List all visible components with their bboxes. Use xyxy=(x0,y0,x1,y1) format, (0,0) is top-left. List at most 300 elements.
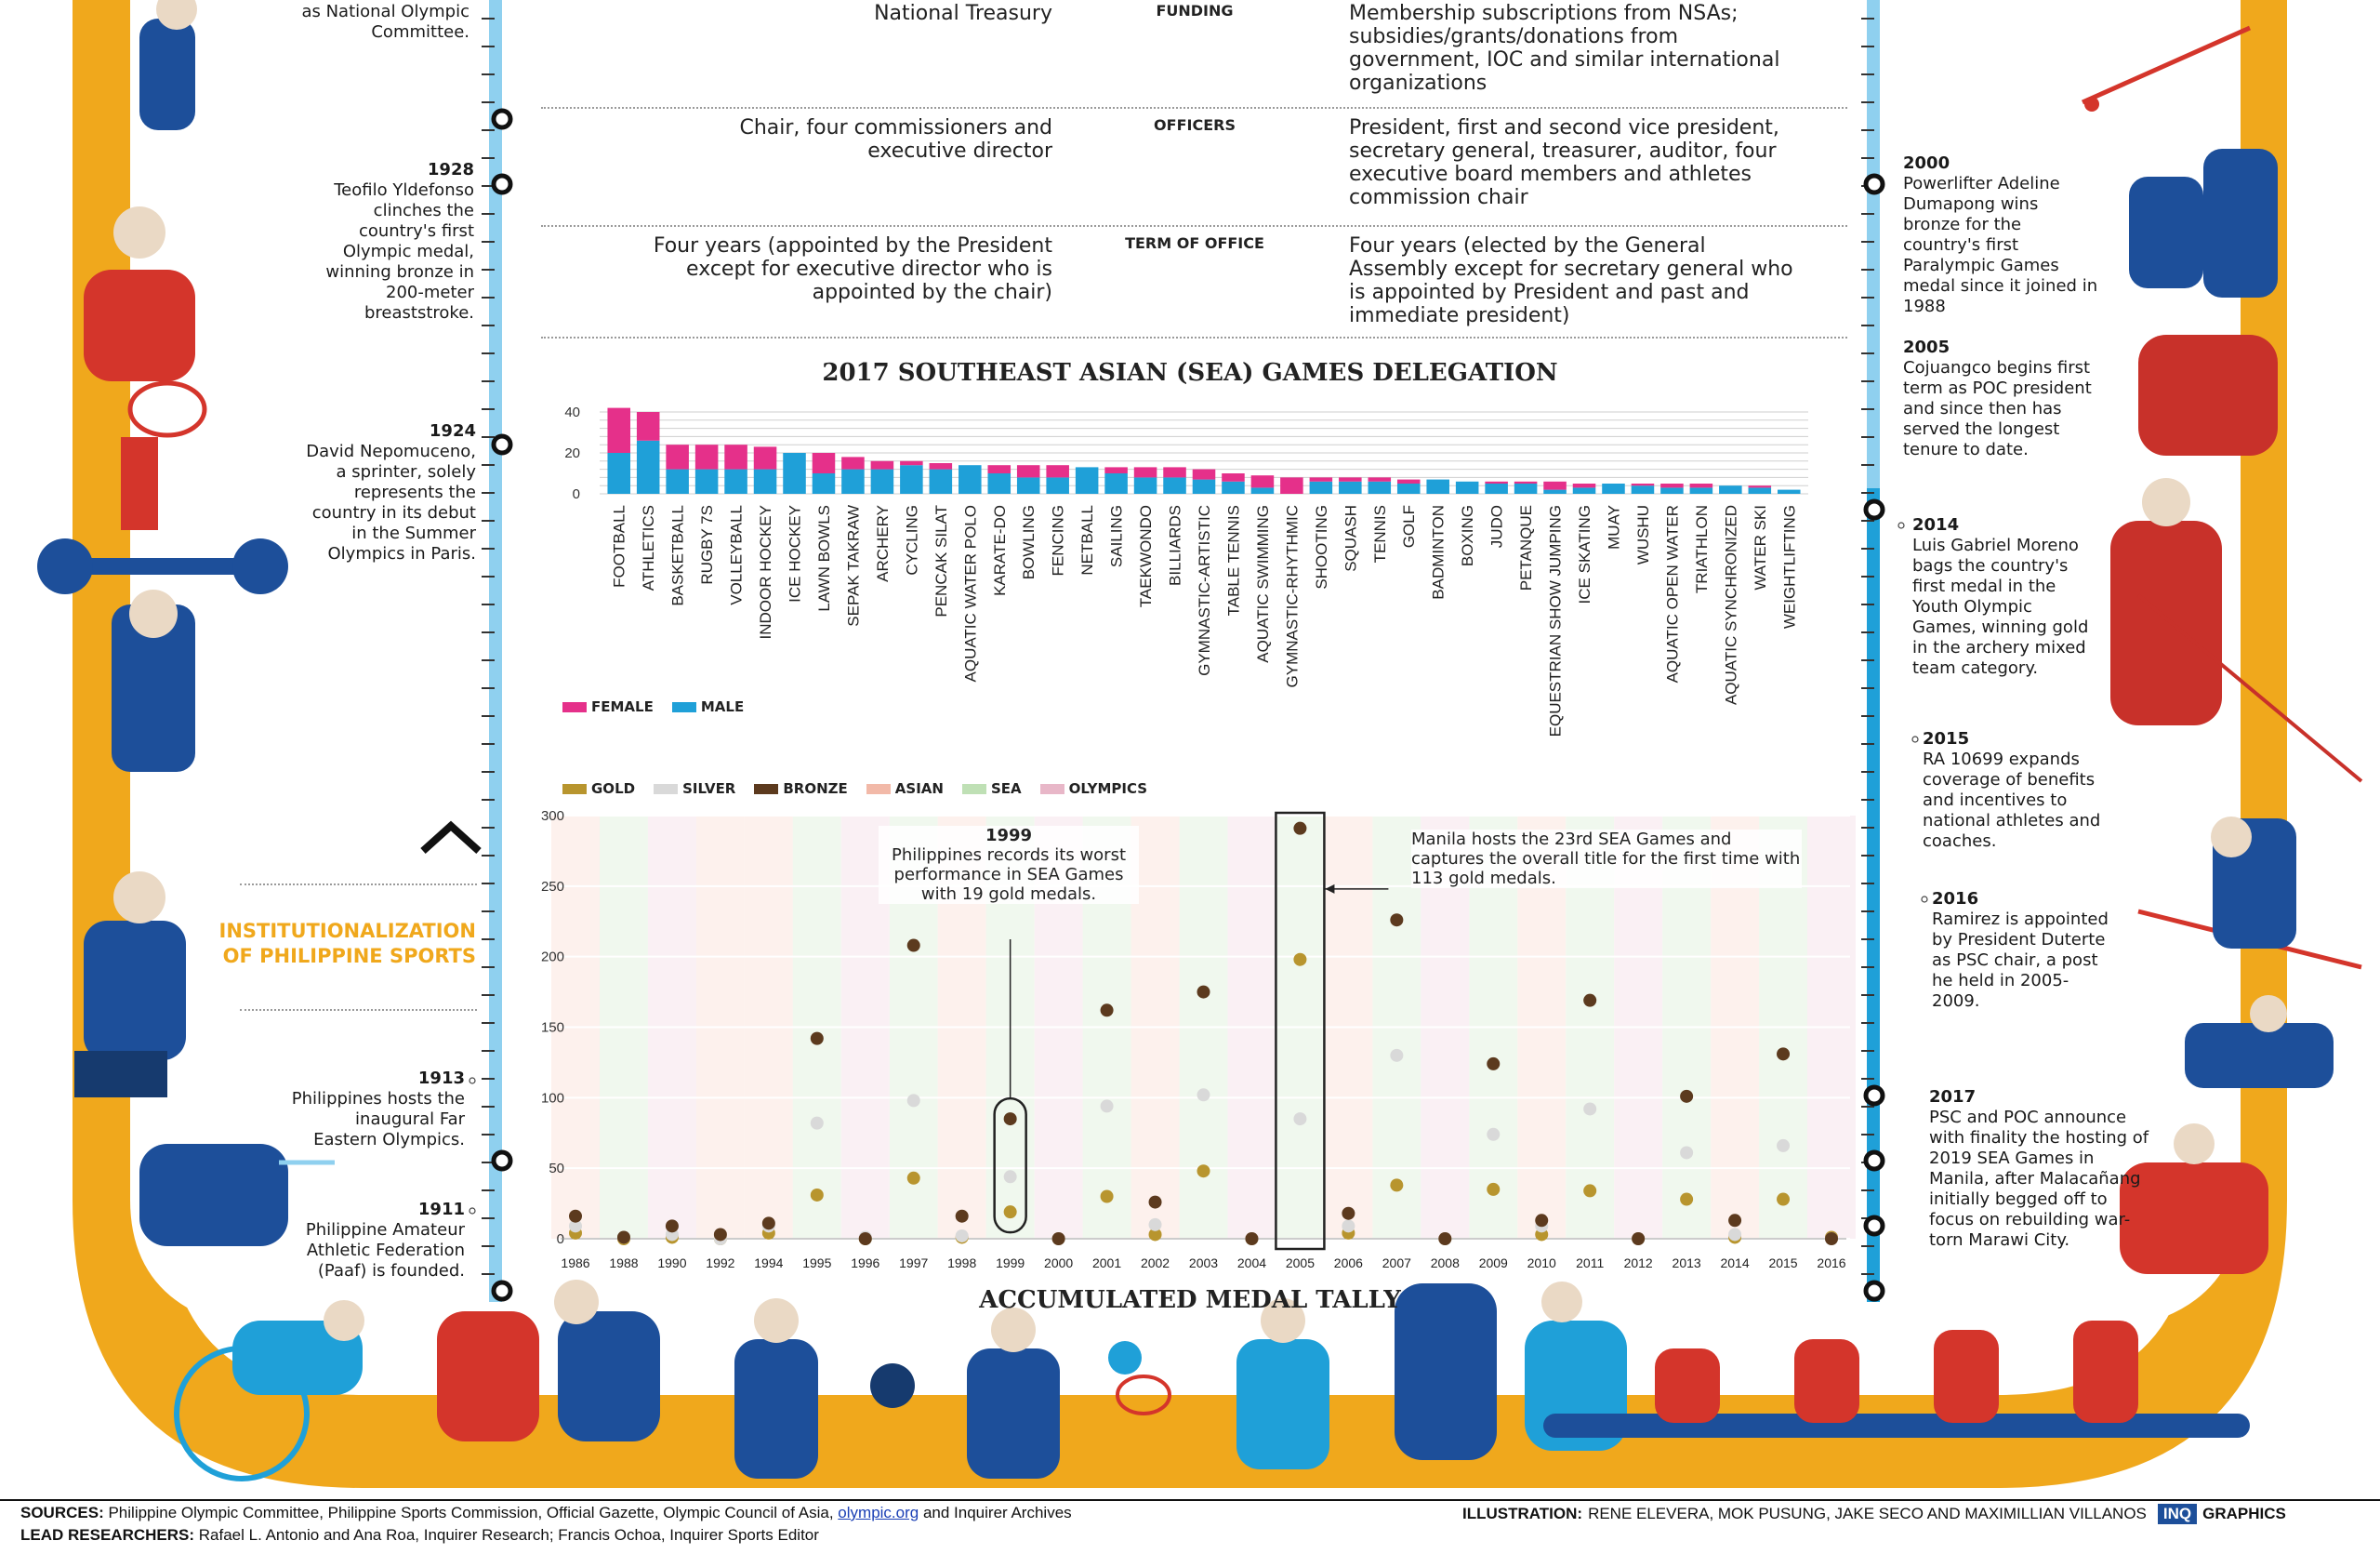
bar-male xyxy=(813,473,836,494)
point-bronze xyxy=(1777,1047,1790,1060)
legend-swatch xyxy=(754,784,778,794)
footer-researchers xyxy=(20,1526,819,1545)
bar-female xyxy=(813,453,836,473)
bar-female xyxy=(607,408,630,453)
point-silver xyxy=(1680,1146,1693,1159)
category-label: EQUESTRIAN SHOW JUMPING xyxy=(1546,505,1565,737)
category-label: BOWLING xyxy=(1020,505,1038,580)
category-label: TRIATHLON xyxy=(1692,505,1711,594)
x-tick-label: 2012 xyxy=(1623,1255,1653,1270)
bar-female xyxy=(1485,482,1508,484)
point-gold xyxy=(1293,953,1306,966)
table-divider xyxy=(541,337,1847,339)
bar-male xyxy=(1485,484,1508,494)
timeline-marker xyxy=(494,176,510,193)
bar-female xyxy=(1339,477,1362,481)
bar-male xyxy=(1690,487,1713,494)
timeline-year: 2014 xyxy=(1912,515,1960,535)
point-bronze xyxy=(1149,1196,1162,1209)
point-bronze xyxy=(1728,1214,1741,1227)
x-tick-label: 1994 xyxy=(754,1255,784,1270)
medal-legend xyxy=(562,779,1147,798)
bar-male xyxy=(607,453,630,494)
legend-label: ASIAN xyxy=(894,780,944,797)
bar-male xyxy=(783,453,806,494)
timeline-year: 2017 xyxy=(1929,1087,1977,1107)
category-label: BILLIARDS xyxy=(1166,505,1184,586)
category-label: FENCING xyxy=(1049,505,1067,577)
point-gold xyxy=(1390,1178,1403,1191)
timeline-right-entry-3 xyxy=(1923,729,2109,852)
bar-female xyxy=(1163,467,1186,477)
legend-swatch xyxy=(562,784,587,794)
category-label: TABLE TENNIS xyxy=(1224,505,1243,617)
bar-female xyxy=(1660,484,1684,487)
x-tick-label: 2002 xyxy=(1140,1255,1170,1270)
category-label: SHOOTING xyxy=(1312,505,1330,590)
timeline-text: Philippine Amateur Athletic Federation (Paaf) is founded. xyxy=(305,1220,465,1281)
x-tick-label: 1992 xyxy=(706,1255,735,1270)
table-label-officers: OFFICERS xyxy=(1154,116,1236,134)
y-tick-label: 0 xyxy=(556,1231,564,1247)
table-divider xyxy=(541,225,1847,227)
point-bronze xyxy=(907,939,920,952)
point-gold xyxy=(1197,1164,1210,1177)
x-tick-label: 2008 xyxy=(1430,1255,1460,1270)
x-tick-label: 1995 xyxy=(802,1255,832,1270)
graphics-label: GRAPHICS xyxy=(2202,1505,2286,1522)
timeline-marker xyxy=(494,436,510,453)
section-divider-top xyxy=(240,883,477,885)
bar-female xyxy=(1046,465,1069,477)
bar-female xyxy=(1368,477,1392,481)
category-label: ICE SKATING xyxy=(1576,505,1594,604)
bar-female xyxy=(900,461,923,465)
category-label: FOOTBALL xyxy=(610,505,628,588)
point-bronze xyxy=(811,1032,824,1045)
category-label: CYCLING xyxy=(903,505,921,576)
point-silver xyxy=(1101,1099,1114,1112)
medal-chart-title: ACCUMULATED MEDAL TALLY xyxy=(979,1286,1401,1314)
researchers-text: Rafael L. Antonio and Ana Roa, Inquirer Research; Francis Ochoa, Inquirer Sports Editor xyxy=(198,1526,819,1544)
section-title-line-2: OF PHILIPPINE SPORTS xyxy=(222,945,476,967)
point-bronze xyxy=(1487,1057,1500,1070)
bar-female xyxy=(1749,485,1772,487)
bar-chart-title: 2017 SOUTHEAST ASIAN (SEA) GAMES DELEGATION xyxy=(822,359,1558,387)
point-bronze xyxy=(1438,1232,1451,1245)
chevron-up-icon xyxy=(418,818,483,856)
table-label-term: TERM OF OFFICE xyxy=(1125,234,1264,252)
bar-female xyxy=(1690,484,1713,487)
category-label: BADMINTON xyxy=(1429,504,1448,600)
bar-male xyxy=(1456,482,1479,494)
timeline-text: Teofilo Yldefonso clinches the country's first Olympic medal, winning bronze in 200-meter breaststroke. xyxy=(325,180,474,323)
table-divider xyxy=(541,107,1847,109)
bar-female xyxy=(724,445,747,469)
timeline-year: 2005 xyxy=(1903,338,1950,357)
category-label: ICE HOCKEY xyxy=(786,505,804,603)
section-title xyxy=(186,919,476,969)
x-tick-label: 2000 xyxy=(1044,1255,1074,1270)
bar-male xyxy=(1602,484,1625,494)
bar-male xyxy=(930,470,953,494)
x-tick-label: 2004 xyxy=(1236,1255,1267,1270)
point-gold xyxy=(907,1172,920,1185)
table-poc-officers: President, first and second vice president, secretary general, treasurer, auditor, four executive board members and athletes commission chair xyxy=(1349,116,1779,209)
point-bronze xyxy=(1052,1232,1065,1245)
category-label: AQUATIC SWIMMING xyxy=(1253,505,1272,663)
table-psc-term: Four years (appointed by the President except for executive director who is appointed by the chair) xyxy=(653,234,1052,304)
sources-text: Philippine Olympic Committee, Philippine Sports Commission, Official Gazette, Olympic Council of Asia, xyxy=(108,1504,834,1521)
bar-male xyxy=(1397,484,1421,494)
bar-male xyxy=(724,470,747,494)
x-tick-label: 1986 xyxy=(561,1255,590,1270)
timeline-marker xyxy=(494,111,510,127)
bar-female xyxy=(841,457,865,469)
point-bronze xyxy=(617,1230,630,1243)
sources-tail: and Inquirer Archives xyxy=(922,1504,1072,1521)
timeline-year: 2015 xyxy=(1923,729,1970,749)
bar-male xyxy=(1310,482,1333,494)
point-gold xyxy=(1583,1184,1596,1197)
bar-male xyxy=(1163,477,1186,494)
point-silver xyxy=(1728,1228,1741,1241)
category-label: KARATE-DO xyxy=(990,505,1009,596)
category-label: PETANQUE xyxy=(1517,505,1536,591)
x-tick-label: 2005 xyxy=(1285,1255,1316,1270)
annotation-text: Manila hosts the 23rd SEA Games and captures the overall title for the first time with 113 gold medals. xyxy=(1411,830,1801,888)
timeline-marker xyxy=(1866,1087,1883,1104)
x-tick-label: 2009 xyxy=(1478,1255,1508,1270)
bar-male xyxy=(1632,485,1655,494)
point-gold xyxy=(1101,1190,1114,1203)
point-bronze xyxy=(1101,1003,1114,1016)
bar-female xyxy=(695,445,719,469)
y-tick-label: 100 xyxy=(540,1090,564,1107)
timeline-right-entry-2 xyxy=(1912,515,2098,679)
timeline-year: 1911 xyxy=(417,1200,465,1219)
climber-icon xyxy=(2138,335,2278,456)
category-label: BOXING xyxy=(1459,505,1477,567)
bar-female xyxy=(1632,484,1655,485)
bar-chart xyxy=(516,395,1864,786)
point-silver xyxy=(1149,1218,1162,1231)
table-psc-funding: National Treasury xyxy=(874,2,1052,25)
timeline-left-entry-2 xyxy=(298,421,476,564)
paddler-icon xyxy=(2211,817,2296,949)
bar-male xyxy=(1778,490,1801,494)
timeline-text: David Nepomuceno, a sprinter, solely represents the country in its debut in the Summer Olympics in Paris. xyxy=(306,442,476,564)
point-bronze xyxy=(1293,822,1306,835)
point-bronze xyxy=(1245,1232,1258,1245)
category-label: WATER SKI xyxy=(1751,505,1769,591)
illustration-label: ILLUSTRATION: xyxy=(1462,1505,1583,1522)
x-tick-label: 2016 xyxy=(1817,1255,1846,1270)
bar-male xyxy=(987,473,1011,494)
bar-male xyxy=(1193,480,1216,494)
bar-female xyxy=(1017,465,1040,477)
timeline-year: 1913 xyxy=(417,1069,465,1088)
bar-female xyxy=(1280,477,1303,494)
timeline-right-entry-1 xyxy=(1903,338,2098,460)
legend-swatch xyxy=(962,784,986,794)
x-tick-label: 2014 xyxy=(1720,1255,1750,1270)
point-bronze xyxy=(956,1210,969,1223)
timeline-dot xyxy=(469,1208,475,1214)
timeline-dot xyxy=(469,1078,475,1083)
bar-male xyxy=(1660,487,1684,494)
point-bronze xyxy=(1680,1090,1693,1103)
point-bronze xyxy=(1583,994,1596,1007)
bar-male xyxy=(1134,477,1157,494)
illustration-text: RENE ELEVERA, MOK PUSUNG, JAKE SECO AND MAXIMILLIAN VILLANOS xyxy=(1588,1505,2147,1522)
legend-swatch-female xyxy=(562,702,587,712)
table-poc-term: Four years (elected by the General Assembly except for secretary general who is appointed by President and past and immediate president) xyxy=(1349,234,1793,327)
bar-male xyxy=(1251,487,1275,494)
x-tick-label: 2010 xyxy=(1527,1255,1556,1270)
timeline-text: Powerlifter Adeline Dumapong wins bronze for the country's first Paralympic Games medal since it joined in 1988 xyxy=(1903,174,2098,316)
x-tick-label: 1999 xyxy=(996,1255,1025,1270)
point-silver xyxy=(1004,1170,1017,1183)
bar-female xyxy=(637,412,660,441)
timeline-marker xyxy=(1866,176,1883,193)
legend-label-male: MALE xyxy=(700,698,745,715)
bar-male xyxy=(754,470,777,494)
legend-swatch xyxy=(1040,784,1064,794)
x-tick-label: 1988 xyxy=(609,1255,639,1270)
legend-swatch xyxy=(866,784,891,794)
footer-illustration xyxy=(1462,1504,2286,1524)
category-label: GOLF xyxy=(1400,505,1419,549)
timeline-marker xyxy=(1866,1217,1883,1234)
x-tick-label: 2003 xyxy=(1188,1255,1219,1270)
timeline-year: 1924 xyxy=(429,421,476,441)
footer-rule xyxy=(0,1499,2380,1501)
point-bronze xyxy=(762,1216,775,1229)
bar-male xyxy=(1222,482,1245,494)
timeline-left-entry-3 xyxy=(288,1069,465,1150)
point-gold xyxy=(1004,1205,1017,1218)
x-tick-label: 2001 xyxy=(1091,1255,1122,1270)
point-bronze xyxy=(1390,913,1403,926)
point-silver xyxy=(1293,1112,1306,1125)
point-bronze xyxy=(714,1228,727,1241)
point-gold xyxy=(1777,1193,1790,1206)
timeline-right-entry-4 xyxy=(1932,889,2109,1012)
point-bronze xyxy=(666,1219,679,1232)
category-label: RUGBY 7S xyxy=(698,505,717,585)
timeline-text: Luis Gabriel Moreno bags the country's first medal in the Youth Olympic Games, winning gold in the archery mixed team category. xyxy=(1912,536,2089,678)
y-tick-label: 20 xyxy=(564,445,580,461)
category-label: ARCHERY xyxy=(873,505,892,582)
bar-male xyxy=(1339,482,1362,494)
point-bronze xyxy=(1535,1214,1548,1227)
point-silver xyxy=(1390,1049,1403,1062)
category-label: AQUATIC OPEN WATER xyxy=(1663,505,1682,684)
bar-male xyxy=(1719,485,1742,494)
point-bronze xyxy=(1825,1232,1838,1245)
bar-female xyxy=(666,445,689,469)
sources-label: SOURCES: xyxy=(20,1504,104,1521)
researchers-label: LEAD RESEARCHERS: xyxy=(20,1526,195,1544)
x-tick-label: 2011 xyxy=(1576,1255,1605,1270)
timeline-dot xyxy=(1922,897,1927,902)
table-psc-officers: Chair, four commissioners and executive director xyxy=(739,116,1052,163)
category-label: LAWN BOWLS xyxy=(814,505,833,612)
bar-male xyxy=(841,470,865,494)
bar-male xyxy=(1104,473,1128,494)
section-divider-bottom xyxy=(240,1009,477,1011)
point-bronze xyxy=(1197,986,1210,999)
x-tick-label: 1997 xyxy=(899,1255,929,1270)
category-label: ATHLETICS xyxy=(640,505,658,591)
y-tick-label: 200 xyxy=(540,949,564,965)
bar-female xyxy=(1134,467,1157,477)
bar-male xyxy=(666,470,689,494)
point-silver xyxy=(811,1117,824,1130)
category-label: GYMNASTIC-RHYTHMIC xyxy=(1283,505,1302,688)
category-label: PENCAK SILAT xyxy=(932,505,950,618)
bar-female xyxy=(754,446,777,469)
x-tick-label: 1996 xyxy=(851,1255,880,1270)
bar-female xyxy=(1573,484,1596,487)
bar-female xyxy=(987,465,1011,473)
x-tick-label: 2013 xyxy=(1672,1255,1701,1270)
bar-male xyxy=(695,470,719,494)
legend-label: OLYMPICS xyxy=(1068,780,1148,797)
legend-label: SEA xyxy=(990,780,1022,797)
annotation-text: Philippines records its worst performance in SEA Games with 19 gold medals. xyxy=(891,845,1127,904)
timeline-text: RA 10699 expands coverage of benefits and incentives to national athletes and coaches. xyxy=(1923,750,2101,851)
category-label: BASKETBALL xyxy=(668,505,687,606)
y-tick-label: 0 xyxy=(572,486,580,502)
category-label: SEPAK TAKRAW xyxy=(844,505,863,627)
inq-logo: INQ xyxy=(2158,1504,2197,1524)
legend-label: SILVER xyxy=(682,780,736,797)
y-tick-label: 150 xyxy=(540,1019,564,1036)
y-tick-label: 250 xyxy=(540,878,564,895)
timeline-left-entry-1 xyxy=(298,160,474,324)
timeline-marker xyxy=(1866,501,1883,518)
category-label: AQUATIC WATER POLO xyxy=(961,505,980,683)
point-silver xyxy=(1342,1219,1355,1232)
point-bronze xyxy=(569,1210,582,1223)
sources-link[interactable]: olympic.org xyxy=(838,1504,919,1521)
timeline-text: Ramirez is appointed by President Duterte as PSC chair, a post he held in 2005-2009. xyxy=(1932,910,2109,1011)
category-label: SQUASH xyxy=(1342,505,1360,572)
bar-female xyxy=(1193,470,1216,480)
point-bronze xyxy=(859,1232,872,1245)
timeline-year: 1928 xyxy=(427,160,474,179)
bar-male xyxy=(1368,482,1392,494)
bar-male xyxy=(1573,487,1596,494)
timeline-marker xyxy=(1866,1152,1883,1169)
y-tick-label: 40 xyxy=(564,405,580,420)
y-tick-label: 300 xyxy=(540,808,564,824)
timeline-marker xyxy=(494,1152,510,1169)
table-label-funding: FUNDING xyxy=(1156,2,1234,20)
legend-label: GOLD xyxy=(591,780,636,797)
annotation-2005 xyxy=(1411,830,1802,888)
point-silver xyxy=(956,1229,969,1242)
bar-male xyxy=(871,470,894,494)
timeline-left-entry-0 xyxy=(232,2,469,43)
point-bronze xyxy=(1342,1207,1355,1220)
timeline-left-entry-4 xyxy=(279,1200,465,1282)
legend-label-female: FEMALE xyxy=(591,698,654,715)
point-silver xyxy=(1583,1102,1596,1115)
y-tick-label: 50 xyxy=(549,1161,564,1177)
timeline-right-entry-0 xyxy=(1903,153,2098,317)
timeline-text: Cojuangco begins first term as POC president and since then has served the longest tenure to date. xyxy=(1903,358,2092,459)
timeline-right-entry-5 xyxy=(1929,1087,2152,1251)
point-silver xyxy=(1197,1088,1210,1101)
footer-sources xyxy=(20,1504,1072,1522)
timeline-dot xyxy=(1912,737,1918,742)
category-label: INDOOR HOCKEY xyxy=(757,505,775,640)
right-rail-top xyxy=(1867,0,1880,488)
timeline-text: Philippines hosts the inaugural Far Eastern Olympics. xyxy=(291,1089,465,1149)
category-label: GYMNASTIC-ARTISTIC xyxy=(1196,505,1213,676)
bar-female xyxy=(1104,467,1128,473)
bar-female xyxy=(930,463,953,470)
bar-male xyxy=(900,465,923,494)
category-label: TAEKWONDO xyxy=(1137,505,1156,608)
point-silver xyxy=(1487,1128,1500,1141)
annotation-1999 xyxy=(879,826,1139,904)
timeline-text: PSC and POC announce with finality the hosting of 2019 SEA Games in Manila, after Malacañang initially begged off to focus on rebuilding war-torn Marawi City. xyxy=(1929,1108,2149,1250)
category-label: NETBALL xyxy=(1078,505,1097,576)
category-label: MUAY xyxy=(1605,505,1623,550)
bar-female xyxy=(1222,473,1245,482)
x-tick-label: 2015 xyxy=(1768,1255,1798,1270)
bar-female xyxy=(1514,482,1538,484)
legend-swatch xyxy=(654,784,678,794)
x-tick-label: 2006 xyxy=(1333,1255,1363,1270)
point-gold xyxy=(1487,1183,1500,1196)
legend-swatch-male xyxy=(672,702,696,712)
bar-male xyxy=(1543,490,1567,494)
bar-female xyxy=(1251,475,1275,487)
bar-male xyxy=(637,441,660,494)
bar-legend xyxy=(562,697,744,716)
bar-male xyxy=(1046,477,1069,494)
timeline-marker xyxy=(494,1282,510,1299)
timeline-marker xyxy=(1866,1282,1883,1299)
point-bronze xyxy=(1004,1112,1017,1125)
point-gold xyxy=(1680,1193,1693,1206)
timeline-year: 2000 xyxy=(1903,153,1950,173)
x-tick-label: 2007 xyxy=(1382,1255,1411,1270)
point-bronze xyxy=(1632,1232,1645,1245)
point-gold xyxy=(811,1189,824,1202)
bar-male xyxy=(1426,480,1449,494)
annotation-year: 1999 xyxy=(985,826,1033,845)
category-label: WEIGHTLIFTING xyxy=(1780,505,1799,630)
point-silver xyxy=(907,1094,920,1107)
timeline-dot xyxy=(1898,523,1904,528)
bar-female xyxy=(871,461,894,470)
bar-female xyxy=(1543,482,1567,490)
category-label: TENNIS xyxy=(1370,505,1389,564)
table-poc-funding: Membership subscriptions from NSAs; subsidies/grants/donations from government, IOC and similar international organizations xyxy=(1349,2,1780,95)
bar-male xyxy=(1017,477,1040,494)
x-tick-label: 1990 xyxy=(657,1255,687,1270)
bar-female xyxy=(1310,477,1333,481)
bar-male xyxy=(959,465,982,494)
timeline-text: as National Olympic Committee. xyxy=(301,2,469,42)
right-rail-bottom xyxy=(1867,488,1880,1302)
